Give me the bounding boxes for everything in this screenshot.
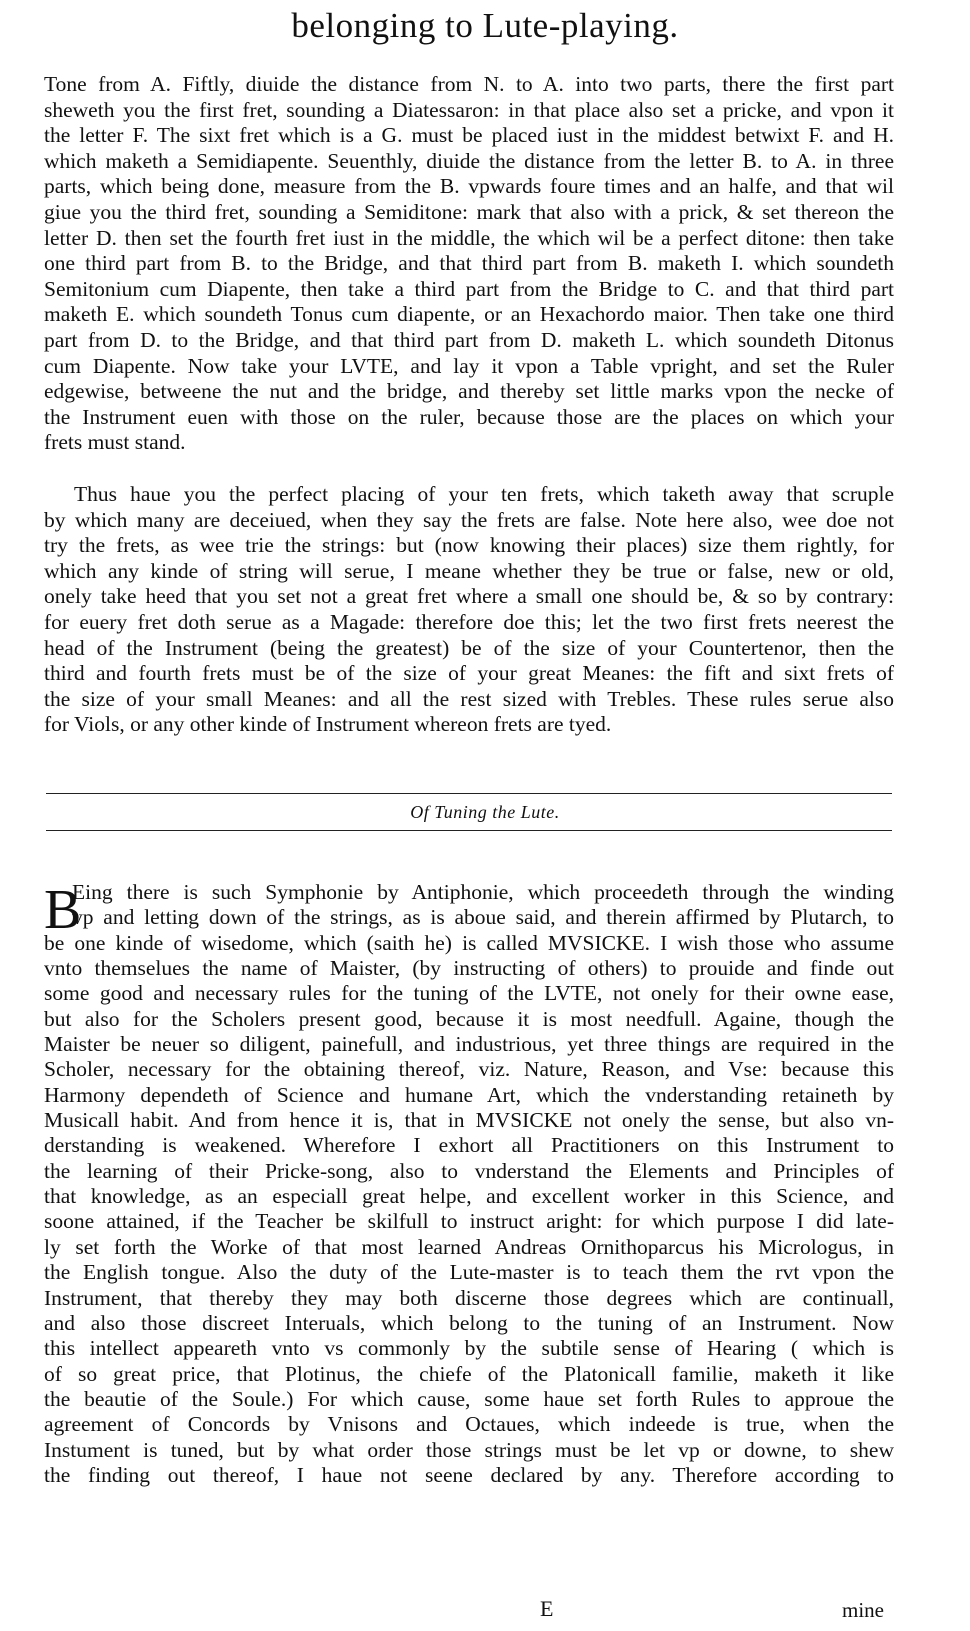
text-line: third and fourth frets must be of the size of your great Meanes: the fift and sixt frets of (44, 661, 894, 686)
text-line: the Instrument euen with those on the ruler, because those are the places on which your (44, 404, 894, 429)
text-line: which any kinde of string will serue, I meane whether they be true or false, new or old, (44, 558, 894, 583)
text-line: that knowledge, as an especiall great helpe, and excellent worker in this Science, and (44, 1184, 894, 1209)
text-line: letter D. then set the fourth fret iust in the middle, the which wil be a perfect ditone: then take (44, 225, 894, 250)
text-line: cum Diapente. Now take your LVTE, and lay it vpon a Table vpright, and set the Ruler (44, 353, 894, 378)
text-line: try the frets, as wee trie the strings: but (now knowing their places) size them rightly, for (44, 533, 894, 558)
text-line: soone attained, if the Teacher be skilfull to instruct aright: for which purpose I did late- (44, 1209, 894, 1234)
text-line: Eing there is such Symphonie by Antiphonie, which proceedeth through the winding (72, 880, 894, 904)
text-line: giue you the third fret, sounding a Semiditone: mark that also with a prick, & set thereon the (44, 199, 894, 224)
text-line: Maister be neuer so diligent, painefull, and industrious, yet three things are required in the (44, 1032, 894, 1057)
running-head: belonging to Lute-playing. (291, 6, 679, 45)
paragraph-tuning (44, 880, 894, 1488)
section-rule-top (46, 793, 892, 794)
paragraph-frets-placement (44, 72, 894, 456)
text-line: the learning of their Pricke-song, also to vnderstand the Elements and Principles of (44, 1158, 894, 1183)
text-line: parts, which being done, measure from the B. vpwards foure times and an halfe, and that wil (44, 174, 894, 199)
text-line: vp and letting down of the strings, as is aboue said, and therein affirmed by Plutarch, to (72, 905, 894, 930)
section-title: Of Tuning the Lute. (410, 802, 560, 822)
text-line: maketh E. which soundeth Tonus cum diapente, or an Hexachordo maior. Then take one third (44, 302, 894, 327)
text-line: one third part from B. to the Bridge, and that third part from B. maketh I. which soundeth (44, 251, 894, 276)
text-line: Instument is tuned, but by what order those strings must be let vp or downe, to shew (44, 1437, 894, 1462)
text-line: and also those discreet Interuals, which belong to the tuning of an Instrument. Now (44, 1310, 894, 1335)
text-line: be one kinde of wisedome, which (saith he) is called MVSICKE. I wish those who assume (44, 930, 894, 955)
text-line: frets must stand. (44, 430, 186, 455)
text-line: Harmony dependeth of Science and humane Art, which the vnderstanding retaineth by (44, 1082, 894, 1107)
text-line: derstanding is weakened. Wherefore I exhort all Practitioners on this Instrument to (44, 1133, 894, 1158)
paragraph-frets-sizing (44, 482, 894, 738)
drop-cap: B (44, 879, 82, 941)
text-line: Tone from A. Fiftly, diuide the distance from N. to A. into two parts, there the first part (44, 72, 894, 96)
text-line: the letter F. The sixt fret which is a G. must be placed iust in the middest betwixt F. and H. (44, 123, 894, 148)
text-line: part from D. to the Bridge, and that third part from D. maketh L. which soundeth Ditonus (44, 327, 894, 352)
text-line: Semitonium cum Diapente, then take a third part from the Bridge to C. and that third part (44, 276, 894, 301)
text-line: Musicall habit. And from hence it is, that in MVSICKE not onely the sense, but also vn- (44, 1108, 894, 1133)
text-line: this intellect appeareth vnto vs commonly by the subtile sense of Hearing ( which is (44, 1336, 894, 1361)
text-line: for euery fret doth serue as a Magade: therefore doe this; let the two first frets neerest the (44, 609, 894, 634)
text-line: Scholer, necessary for the obtaining thereof, viz. Nature, Reason, and Vse: because this (44, 1057, 894, 1082)
text-line: Instrument, that thereby they may both discerne those degrees which are continuall, (44, 1285, 894, 1310)
text-line: which maketh a Semidiapente. Seuenthly, diuide the distance from the letter B. to A. in three (44, 148, 894, 173)
text-line: vnto themselues the name of Maister, (by instructing of others) to prouide and finde out (44, 956, 894, 981)
text-line: the finding out thereof, I haue not seene declared by any. Therefore according to (44, 1462, 894, 1487)
text-line: ly set forth the Worke of that most learned Andreas Ornithoparcus his Micrologus, in (44, 1234, 894, 1259)
text-line: Thus haue you the perfect placing of your ten frets, which taketh away that scruple (74, 482, 894, 506)
text-line: of so great price, that Plotinus, the chiefe of the Platonicall familie, maketh it like (44, 1361, 894, 1386)
text-line: the beautie of the Soule.) For which cause, some haue set forth Rules to approue the (44, 1386, 894, 1411)
text-line: head of the Instrument (being the greatest) be of the size of your Countertenor, then the (44, 635, 894, 660)
section-rule-bottom (46, 830, 892, 831)
text-line: some good and necessary rules for the tuning of the LVTE, not onely for their owne ease, (44, 981, 894, 1006)
text-line: for Viols, or any other kinde of Instrument whereon frets are tyed. (44, 712, 612, 737)
text-line: but also for the Scholers present good, because it is most needfull. Againe, though the (44, 1006, 894, 1031)
text-line: onely take heed that you set not a great fret where a small one should be, & so by contrary: (44, 584, 894, 609)
text-line: by which many are deceiued, when they say the frets are false. Note here also, wee doe not (44, 507, 894, 532)
catchword: mine (842, 1598, 884, 1622)
signature-mark: E (540, 1596, 554, 1621)
text-line: edgewise, betweene the nut and the bridge, and thereby set little marks vpon the necke of (44, 379, 894, 404)
text-line: the English tongue. Also the duty of the Lute-master is to teach them the rvt vpon the (44, 1260, 894, 1285)
text-line: agreement of Concords by Vnisons and Octaues, which indeede is true, when the (44, 1412, 894, 1437)
text-line: sheweth you the first fret, sounding a Diatessaron: in that place also set a pricke, and vpon it (44, 97, 894, 122)
text-line: the size of your small Meanes: and all the rest sized with Trebles. These rules serue also (44, 686, 894, 711)
